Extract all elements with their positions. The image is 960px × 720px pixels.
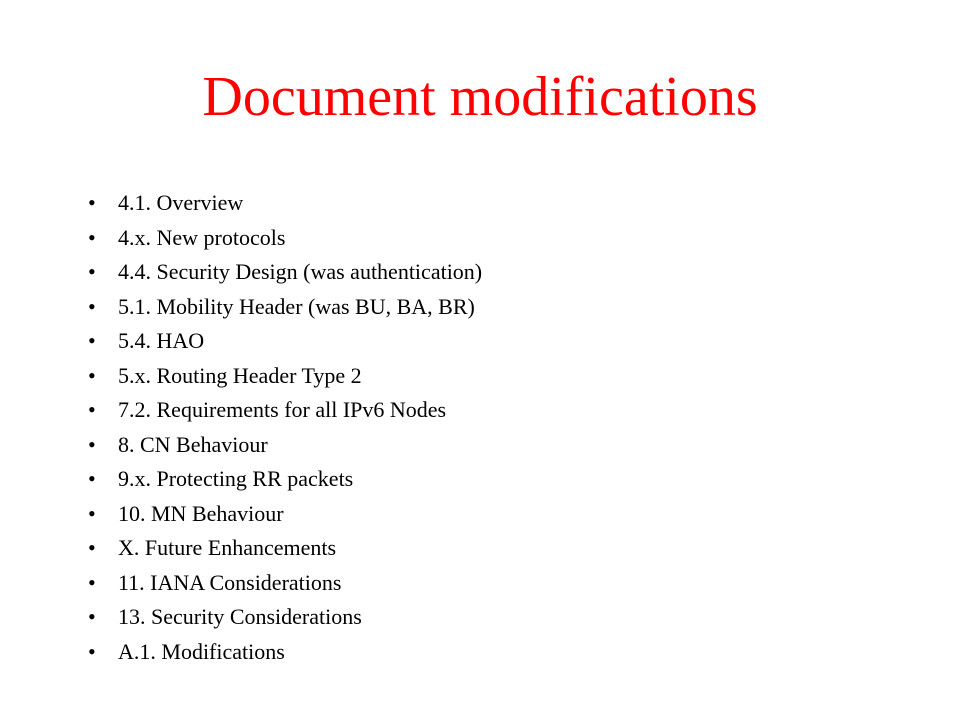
- list-item: [88, 568, 482, 603]
- list-item-text: 5.1. Mobility Header (was BU, BA, BR): [118, 293, 475, 319]
- bullet-icon: •: [88, 328, 96, 353]
- list-item-text: 4.4. Security Design (was authentication): [118, 259, 483, 284]
- list-item-text: 11. IANA Considerations: [118, 569, 342, 595]
- bullet-icon: •: [88, 466, 96, 491]
- list-item-text: 8. CN Behaviour: [118, 431, 268, 457]
- list-item-text: 10. MN Behaviour: [118, 500, 284, 526]
- list-item: [88, 430, 482, 465]
- list-item-text: 9.x. Protecting RR packets: [118, 466, 354, 491]
- bullet-icon: •: [88, 638, 96, 664]
- list-item: [88, 326, 482, 361]
- list-item-text: 4.1. Overview: [118, 190, 244, 215]
- list-item: [88, 637, 482, 672]
- bullet-icon: •: [88, 259, 96, 284]
- list-item: [88, 602, 482, 637]
- list-item: [88, 223, 482, 258]
- list-item-text: 5.x. Routing Header Type 2: [118, 362, 362, 388]
- bullet-icon: •: [88, 224, 96, 250]
- bullet-icon: •: [88, 190, 96, 215]
- list-item: [88, 464, 482, 499]
- list-item: [88, 395, 482, 430]
- bullet-icon: •: [88, 500, 96, 526]
- bullet-icon: •: [88, 362, 96, 388]
- list-item: [88, 292, 482, 327]
- list-item: [88, 361, 482, 396]
- bullet-icon: •: [88, 535, 96, 560]
- list-item: [88, 188, 482, 223]
- bullet-icon: •: [88, 293, 96, 319]
- list-item: [88, 533, 482, 568]
- list-item-text: 4.x. New protocols: [118, 224, 286, 250]
- bullet-icon: •: [88, 397, 96, 422]
- list-item: [88, 257, 482, 292]
- slide-title: Document modifications: [202, 66, 758, 128]
- list-item-text: X. Future Enhancements: [118, 535, 337, 560]
- list-item: [88, 499, 482, 534]
- bullet-icon: •: [88, 604, 96, 629]
- list-item-text: 5.4. HAO: [118, 328, 205, 353]
- list-item-text: A.1. Modifications: [118, 638, 285, 664]
- bullet-icon: •: [88, 431, 96, 457]
- list-item-text: 7.2. Requirements for all IPv6 Nodes: [118, 397, 447, 422]
- bullet-list: [88, 188, 482, 671]
- bullet-icon: •: [88, 569, 96, 595]
- list-item-text: 13. Security Considerations: [118, 604, 362, 629]
